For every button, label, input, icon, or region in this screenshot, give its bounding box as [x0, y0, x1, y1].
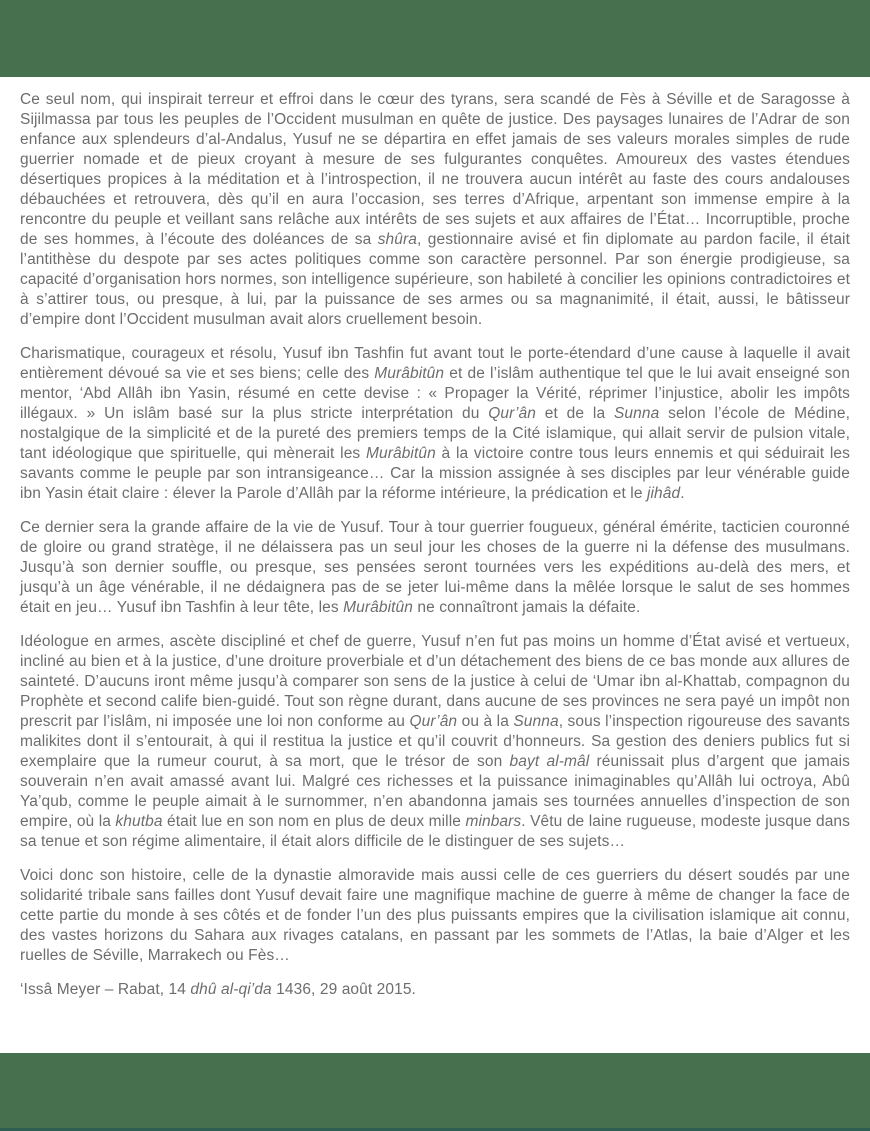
footer-bar	[0, 1053, 870, 1131]
paragraph-4: Idéologue en armes, ascète discipliné et chef de guerre, Yusuf n’en fut pas moins un homme d’État avisé et vertueux, incliné au bien et à la justice, d’une droiture proverbiale et d’un détachement des biens de ce bas monde aux allures de sainteté. D’aucuns iront même jusqu’à comparer son sens de la justice à celui de ‘Umar ibn al-Khattab, compagnon du Prophète et second calife bien-guidé. Tout son règne durant, dans aucune de ses provinces ne sera payé un impôt non prescrit par l’islâm, ni imposée une loi non conforme au Qur’ân ou à la Sunna, sous l’inspection rigoureuse des savants malikites dont il s’entourait, à qui il restitua la justice et qu’il couvrit d’honneurs. Sa gestion des deniers publics fut si exemplaire que la rumeur courut, à sa mort, que le trésor de son bayt al-mâl réunissait plus d’argent que jamais souverain n’en avait amassé avant lui. Malgré ces richesses et la puissance inimaginables qu’Allâh lui octroya, Abû Ya’qub, comme le peuple aimait à le surnommer, n’en abandonna jamais ses tournées annuelles d’inspection de son empire, où la khutba était lue en son nom en plus de deux mille minbars. Vêtu de laine rugueuse, modeste jusque dans sa tenue et son régime alimentaire, il était alors difficile de le distinguer de ses sujets…	[20, 633, 850, 850]
paragraph-5: Voici donc son histoire, celle de la dynastie almoravide mais aussi celle de ces guerriers du désert soudés par une solidarité tribale sans failles dont Yusuf devait faire une magnifique machine de guerre à même de changer la face de cette partie du monde à ses côtés et de fonder l’un des plus puissants empires que la civilisation islamique ait connu, des vastes horizons du Sahara aux rivages catalans, en passant par les sommets de l’Atlas, la baie d’Alger et les ruelles de Séville, Marrakech ou Fès…	[20, 867, 850, 964]
paragraph-2: Charismatique, courageux et résolu, Yusuf ibn Tashfin fut avant tout le porte-étendard d’une cause à laquelle il avait entièrement dévoué sa vie et ses biens; celle des Murâbitûn et de l’islâm authentique tel que le lui avait enseigné son mentor, ‘Abd Allâh ibn Yasin, résumé en cette devise : « Propager la Vérité, réprimer l’injustice, abolir les impôts illégaux. » Un islâm basé sur la plus stricte interprétation du Qur’ân et de la Sunna selon l’école de Médine, nostalgique de la simplicité et de la pureté des premiers temps de la Cité islamique, qui allait servir de pulsion vitale, tant idéologique que spirituelle, qui mènerait les Murâbitûn à la victoire contre tous leurs ennemis et qui séduirait les savants comme le peuple par son intransigeance… Car la mission assignée à ses disciples par leur vénérable guide ibn Yasin était claire : élever la Parole d’Allâh par la réforme intérieure, la prédication et le jihâd.	[20, 345, 850, 502]
paragraph-1: Ce seul nom, qui inspirait terreur et effroi dans le cœur des tyrans, sera scandé de Fès à Séville et de Saragosse à Sijilmassa par tous les peuples de l’Occident musulman en quête de justice. Des paysages lunaires de l’Adrar de son enfance aux splendeurs d’al-Andalus, Yusuf ne se départira en effet jamais de ses valeurs morales simples de rude guerrier nomade et de pieux croyant à mesure de ses fulgurantes conquêtes. Amoureux des vastes étendues désertiques propices à la méditation et à l’introspection, il ne trouvera aucun intérêt au faste des cours andalouses débauchées et retrouvera, dès qu’il en aura l’occasion, ses terres d’Afrique, arpentant son immense empire à la rencontre du peuple et veillant sans relâche aux intérêts de ses sujets et aux affaires de l’État… Incorruptible, proche de ses hommes, à l’écoute des doléances de sa shûra, gestionnaire avisé et fin diplomate au pardon facile, il était l’antithèse du despote par ses actes politiques comme son caractère personnel. Par son énergie prodigieuse, sa capacité d’organisation hors normes, son intelligence supérieure, son habileté à concilier les opinions contradictoires et à s’attirer tous, ou presque, à lui, par la puissance de ses armes ou sa magnanimité, il était, aussi, le bâtisseur d’empire dont l’Occident musulman avait alors cruellement besoin.	[20, 91, 850, 328]
paragraph-3: Ce dernier sera la grande affaire de la vie de Yusuf. Tour à tour guerrier fougueux, général émérite, tacticien couronné de gloire ou grand stratège, il ne délaissera pas un seul jour les choses de la guerre ni la défense des musulmans. Jusqu’à son dernier souffle, ou presque, ses pensées seront tournées vers les expéditions au-delà des mers, et jusqu’à un âge vénérable, il ne dédaignera pas de se jeter lui-même dans la mêlée lorsque le salut de ses hommes était en jeu… Yusuf ibn Tashfin à leur tête, les Murâbitûn ne connaîtront jamais la défaite.	[20, 519, 850, 616]
header-bar	[0, 0, 870, 77]
article-body	[0, 77, 870, 1053]
signature-line: ‘Issâ Meyer – Rabat, 14 dhû al-qi’da 1436, 29 août 2015.	[20, 981, 416, 998]
